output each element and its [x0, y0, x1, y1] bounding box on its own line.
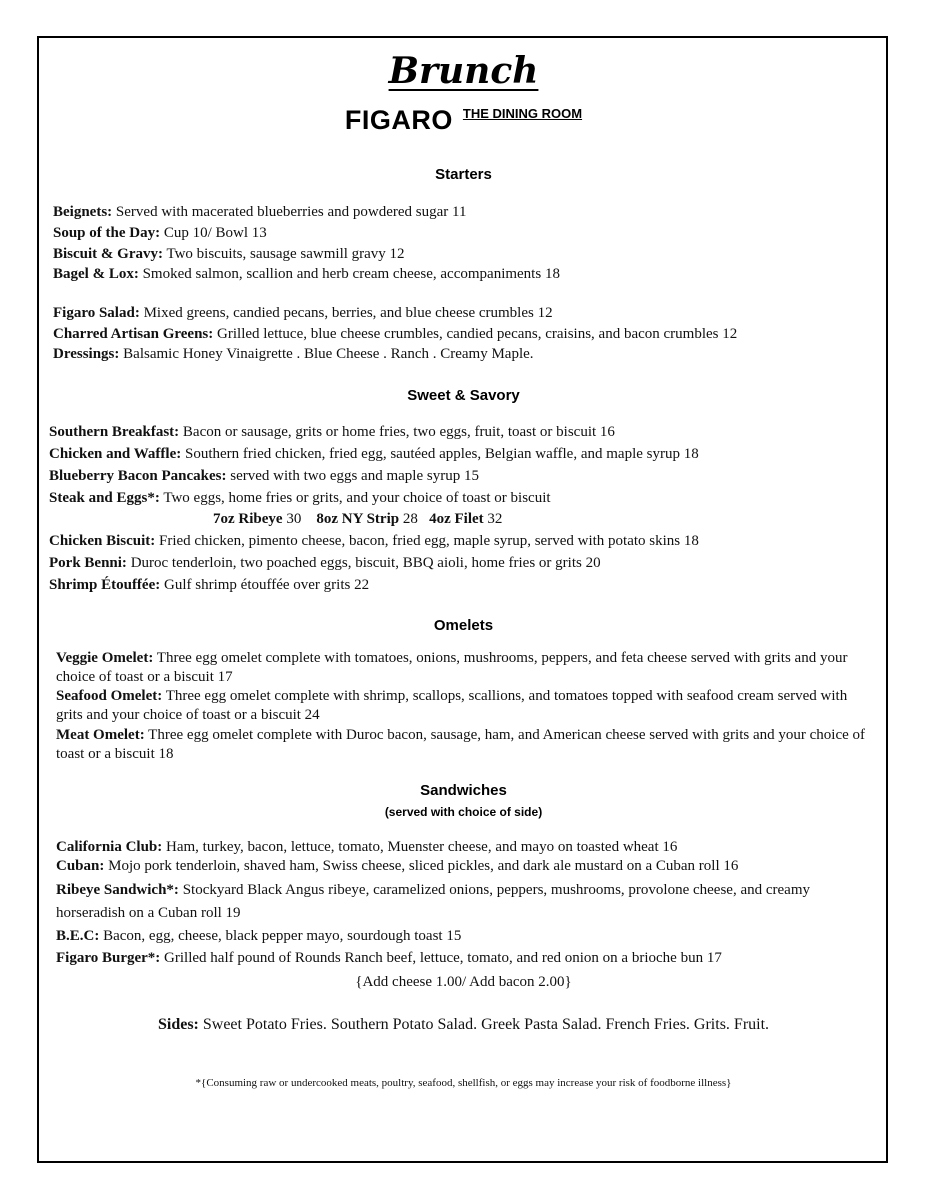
steak-option-name: 4oz Filet — [429, 511, 484, 527]
item-name: Figaro Burger*: — [56, 950, 161, 966]
item-desc: served with two eggs and maple syrup 15 — [226, 468, 479, 484]
item-desc: Grilled half pound of Rounds Ranch beef, lettuce, tomato, and red onion on a brioche bun 17 — [160, 950, 722, 966]
item-name: Blueberry Bacon Pancakes: — [49, 468, 227, 484]
item-name: Beignets: — [53, 204, 113, 220]
menu-item-chicken-biscuit — [49, 532, 699, 551]
item-desc: Stockyard Black Angus ribeye, caramelized onions, peppers, mushrooms, provolone cheese, and creamy horseradish on a Cuban roll 19 — [56, 882, 810, 921]
item-desc: Grilled lettuce, blue cheese crumbles, candied pecans, craisins, and bacon crumbles 12 — [213, 326, 738, 342]
steak-option-price: 30 — [282, 511, 302, 527]
menu-item-ribeye-sandwich — [56, 879, 882, 925]
sandwiches-subheading: (served with choice of side) — [384, 805, 543, 819]
item-desc: Three egg omelet complete with tomatoes, onions, mushrooms, peppers, and feta cheese served with grits and your choice of toast or a biscuit 17 — [56, 650, 848, 685]
menu-item-biscuit-gravy — [53, 245, 405, 264]
item-desc: Bacon, egg, cheese, black pepper mayo, sourdough toast 15 — [99, 928, 462, 944]
menu-item-figaro-burger — [56, 949, 722, 968]
menu-item-bec — [56, 927, 461, 946]
sides-label: Sides: — [157, 1016, 199, 1033]
menu-item-chicken-waffle — [49, 445, 699, 464]
menu-item-california-club — [56, 838, 677, 857]
menu-item-shrimp-etouffee — [49, 576, 369, 595]
menu-item-steak-eggs — [49, 489, 551, 508]
item-desc: Southern fried chicken, fried egg, sautéed apples, Belgian waffle, and maple syrup 18 — [181, 446, 699, 462]
item-desc: Two eggs, home fries or grits, and your choice of toast or biscuit — [159, 490, 551, 506]
sandwich-addons: {Add cheese 1.00/ Add bacon 2.00} — [355, 974, 572, 990]
menu-item-charred-greens — [53, 325, 737, 344]
item-desc: Fried chicken, pimento cheese, bacon, fried egg, maple syrup, served with potato skins 18 — [155, 533, 699, 549]
item-name: Veggie Omelet: — [56, 650, 154, 666]
item-name: Shrimp Étouffée: — [49, 577, 161, 593]
item-name: Soup of the Day: — [53, 225, 161, 241]
section-heading-starters: Starters — [435, 166, 492, 183]
item-name: Chicken Biscuit: — [49, 533, 156, 549]
menu-item-meat-omelet — [56, 726, 868, 764]
steak-option-name: 7oz Ribeye — [213, 511, 283, 527]
item-name: Bagel & Lox: — [53, 266, 139, 282]
item-name: Steak and Eggs*: — [49, 490, 160, 506]
menu-item-blueberry-pancakes — [49, 467, 479, 486]
item-name: Pork Benni: — [49, 555, 127, 571]
item-name: Biscuit & Gravy: — [53, 246, 163, 262]
restaurant-subtitle: THE DINING ROOM — [462, 106, 583, 121]
item-desc: Bacon or sausage, grits or home fries, two eggs, fruit, toast or biscuit 16 — [179, 424, 615, 440]
item-name: Seafood Omelet: — [56, 688, 163, 704]
menu-item-cuban — [56, 857, 738, 876]
item-desc: Mojo pork tenderloin, shaved ham, Swiss cheese, sliced pickles, and dark ale mustard on a Cuban roll 16 — [104, 858, 739, 874]
item-desc: Served with macerated blueberries and powdered sugar 11 — [112, 204, 467, 220]
steak-option-price: 28 — [399, 511, 418, 527]
menu-item-pork-benni — [49, 554, 601, 573]
sides-text: Sweet Potato Fries. Southern Potato Salad. Greek Pasta Salad. French Fries. Grits. Fruit. — [198, 1016, 770, 1033]
steak-option-price: 32 — [483, 511, 503, 527]
item-desc: Two biscuits, sausage sawmill gravy 12 — [163, 246, 405, 262]
item-name: Chicken and Waffle: — [49, 446, 182, 462]
menu-item-bagel-lox — [53, 265, 560, 284]
steak-options — [213, 510, 502, 529]
item-name: Figaro Salad: — [53, 305, 140, 321]
item-desc: Mixed greens, candied pecans, berries, and blue cheese crumbles 12 — [139, 305, 553, 321]
menu-title: Brunch — [388, 50, 539, 92]
restaurant-name: FIGARO — [344, 105, 453, 135]
menu-item-southern-breakfast — [49, 423, 615, 442]
menu-item-veggie-omelet — [56, 649, 868, 687]
item-desc: Ham, turkey, bacon, lettuce, tomato, Muenster cheese, and mayo on toasted wheat 16 — [162, 839, 678, 855]
item-desc: Gulf shrimp étouffée over grits 22 — [160, 577, 370, 593]
menu-item-figaro-salad — [53, 304, 553, 323]
item-desc: Smoked salmon, scallion and herb cream cheese, accompaniments 18 — [138, 266, 560, 282]
item-name: Cuban: — [56, 858, 105, 874]
item-desc: Balsamic Honey Vinaigrette . Blue Cheese . Ranch . Creamy Maple. — [119, 346, 534, 362]
menu-item-beignets — [53, 203, 466, 222]
item-name: Southern Breakfast: — [49, 424, 180, 440]
item-name: Ribeye Sandwich*: — [56, 882, 179, 898]
item-desc: Three egg omelet complete with shrimp, scallops, scallions, and tomatoes topped with seafood cream served with grits and your choice of toast or a biscuit 24 — [56, 688, 848, 723]
item-desc: Duroc tenderloin, two poached eggs, biscuit, BBQ aioli, home fries or grits 20 — [126, 555, 601, 571]
steak-option-name: 8oz NY Strip — [316, 511, 400, 527]
section-heading-sweet-savory: Sweet & Savory — [407, 387, 520, 404]
item-name: Charred Artisan Greens: — [53, 326, 214, 342]
restaurant-header — [0, 105, 927, 136]
menu-item-seafood-omelet — [56, 687, 868, 725]
foodborne-disclaimer: *{Consuming raw or undercooked meats, poultry, seafood, shellfish, or eggs may increase your risk of foodborne illness} — [195, 1077, 732, 1089]
item-desc: Three egg omelet complete with Duroc bacon, sausage, ham, and American cheese served with grits and your choice of toast or a biscuit 18 — [56, 727, 866, 762]
item-name: Meat Omelet: — [56, 727, 145, 743]
item-name: Dressings: — [53, 346, 120, 362]
section-heading-sandwiches: Sandwiches — [420, 782, 507, 799]
sides-line — [0, 1016, 927, 1034]
item-name: California Club: — [56, 839, 163, 855]
item-desc: Cup 10/ Bowl 13 — [160, 225, 267, 241]
section-heading-omelets: Omelets — [433, 617, 494, 634]
item-name: B.E.C: — [56, 928, 100, 944]
menu-item-soup — [53, 224, 267, 243]
menu-item-dressings — [53, 345, 534, 364]
